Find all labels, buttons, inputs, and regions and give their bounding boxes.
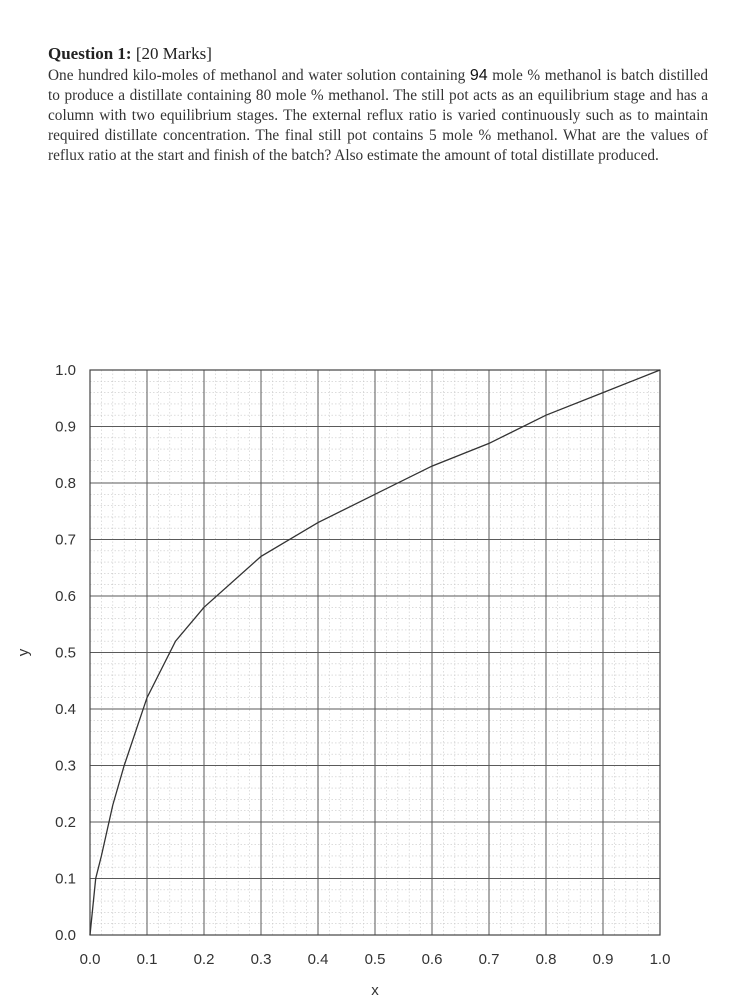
question-text [48,66,708,166]
y-axis-label: y [15,648,32,657]
x-tick-label: 0.3 [250,951,272,968]
x-tick-label: 0.6 [421,951,443,968]
x-tick-label: 0.4 [307,951,329,968]
x-tick-label: 0.8 [535,951,557,968]
major-grid [90,370,660,935]
question-heading [48,44,708,64]
y-tick-label: 0.2 [55,814,76,831]
question-number: Question 1: [48,44,132,63]
y-tick-label: 0.7 [55,531,76,549]
x-tick-label: 1.0 [649,951,671,968]
x-tick-label: 0.9 [592,951,614,968]
question-text-part2: mole % methanol is batch distilled to produce a distillate containing 80 mole % methanol. The still pot acts as an equilibrium stage and has a column with two equilibrium stages. The external reflux ratio is varied continuously such as to maintain required distillate concentration. The final still pot contains 5 mole % methanol. What are the values of reflux ratio at the start and finish of the batch? Also estimate the amount of total distillate produced. [48,67,709,164]
x-tick-label: 0.0 [79,951,101,968]
question-marks: [20 Marks] [135,44,212,63]
x-tick-label: 0.5 [364,951,386,968]
question-block [48,44,708,166]
y-tick-labels [55,362,76,944]
y-tick-label: 0.0 [55,927,76,944]
x-tick-label: 0.2 [193,951,215,968]
y-tick-label: 0.1 [55,870,76,888]
y-tick-label: 0.6 [55,588,76,605]
question-text-part1: One hundred kilo-moles of methanol and water solution containing [48,67,466,84]
x-tick-label: 0.1 [136,951,158,968]
y-tick-label: 1.0 [55,362,76,379]
x-axis-label: x [371,982,379,999]
y-tick-label: 0.4 [55,701,76,718]
y-tick-label: 0.8 [55,475,76,492]
x-tick-labels [80,951,671,968]
feed-concentration-value: 94 [469,67,488,84]
equilibrium-chart [0,350,748,1000]
y-tick-label: 0.9 [55,418,76,436]
x-tick-label: 0.7 [478,951,500,968]
y-tick-label: 0.3 [55,757,76,775]
y-tick-label: 0.5 [55,644,76,662]
